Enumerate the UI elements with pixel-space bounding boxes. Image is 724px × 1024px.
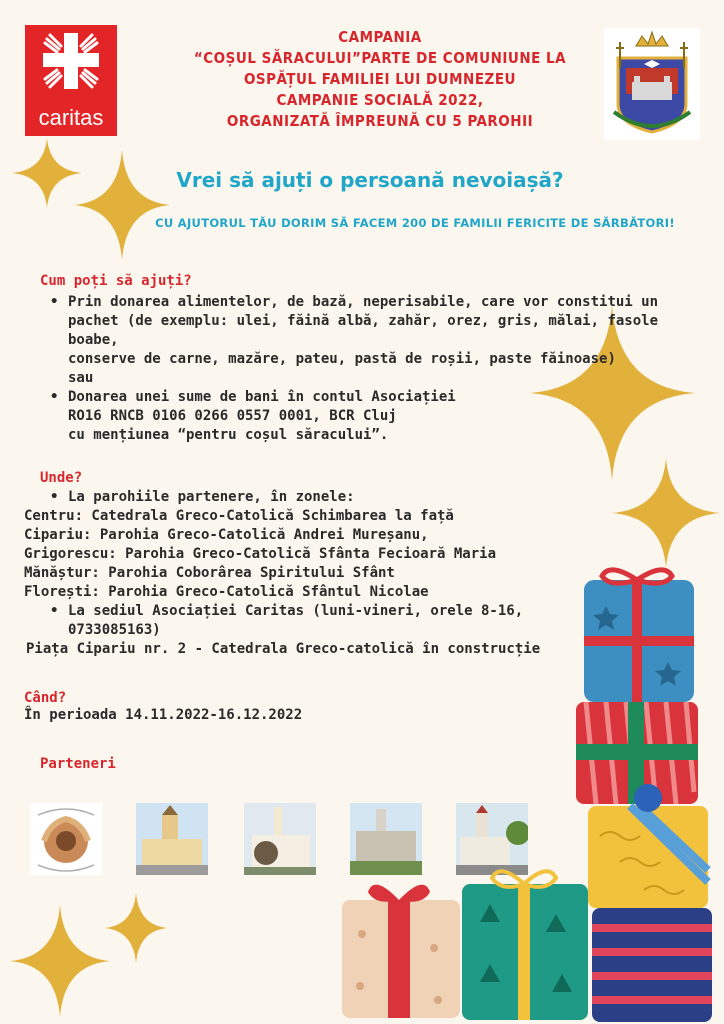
caritas-logo — [25, 25, 117, 136]
gift-boxes-illustration — [330, 562, 724, 1024]
navy-striped-gift-icon — [592, 908, 712, 1022]
sparkle-star-icon — [105, 893, 167, 963]
partner-logo-hands-image — [30, 803, 102, 875]
how-bullet2-line: cu mențiunea “pentru coșul săracului”. — [68, 427, 389, 443]
headline-line: “COȘUL SĂRACULUI”PARTE DE COMUNIUNE LA — [193, 49, 567, 67]
how-bullet-donate-money — [40, 388, 700, 445]
bank-account: RO16 RNCB 0106 0266 0557 0001, BCR Cluj — [68, 408, 397, 424]
parish-line: Florești: Parohia Greco-Catolică Sfântul Nicolae — [24, 584, 429, 600]
how-bullet1-line: • Prin donarea alimentelor, de bază, neperisabile, care vor constitui un — [68, 294, 659, 310]
partner-church-photo — [136, 803, 208, 875]
call-to-action-question: Vrei să ajuți o persoană nevoiașă? — [176, 168, 564, 192]
headline-line: CAMPANIA — [338, 28, 422, 46]
how-to-help-section — [40, 273, 700, 445]
when-heading: Când? — [24, 690, 67, 706]
partners-heading: Parteneri — [40, 756, 116, 772]
headline-line: CAMPANIE SOCIALĂ 2022, — [276, 91, 484, 109]
green-tree-gift-icon — [462, 871, 588, 1020]
where-heading: Unde? — [40, 470, 83, 486]
sparkle-star-icon — [10, 905, 110, 1017]
parish-line: Grigorescu: Parohia Greco-Catolică Sfânta Fecioară Maria — [24, 546, 497, 562]
sparkle-star-icon — [12, 138, 82, 208]
caritas-logo-text: caritas — [38, 105, 104, 130]
sparkle-star-icon — [612, 458, 720, 568]
headline-line: OSPĂȚUL FAMILIEI LUI DUMNEZEU — [243, 70, 517, 88]
campaign-period: În perioada 14.11.2022-16.12.2022 — [24, 707, 303, 723]
office-address: Piața Cipariu nr. 2 - Catedrala Greco-catolică în construcție — [26, 641, 541, 657]
blue-star-gift-icon — [584, 570, 694, 702]
red-striped-gift-icon — [576, 702, 698, 804]
where-bullet-parishes: • La parohiile partenere, în zonele: — [40, 488, 600, 507]
parish-line: Centru: Catedrala Greco-Catolică Schimbarea la față — [24, 508, 454, 524]
how-bullet1-line: sau — [68, 370, 94, 386]
parish-line: Cipariu: Parohia Greco-Catolică Andrei Mureșanu, — [24, 527, 429, 543]
how-heading: Cum poți să ajuți? — [40, 273, 192, 289]
beige-dotted-gift-icon — [342, 885, 460, 1018]
headline-line: ORGANIZATĂ ÎMPREUNĂ CU 5 PAROHII — [226, 112, 534, 130]
campaign-headline — [170, 27, 590, 132]
where-bullet-caritas-office: • La sediul Asociației Caritas (luni-vineri, orele 8-16, 0733085163) — [40, 602, 600, 640]
how-bullet1-line: conserve de carne, mazăre, pateu, pastă de roșii, paste făinoase) — [68, 351, 616, 367]
partner-church-photo — [244, 803, 316, 875]
parish-line: Mănăștur: Parohia Coborârea Spiritului Sfânt — [24, 565, 395, 581]
caritas-cross-icon — [41, 31, 101, 91]
eparchy-crest-icon — [604, 28, 700, 140]
how-bullet2-line: • Donarea unei sume de bani în contul Asociației — [68, 389, 456, 405]
campaign-goal-subtitle: CU AJUTORUL TĂU DORIM SĂ FACEM 200 DE FAMILII FERICITE DE SĂRBĂTORI! — [155, 216, 675, 230]
how-bullet1-line: pachet (de exemplu: ulei, făină albă, zahăr, orez, gris, mălai, fasole boabe, — [68, 313, 659, 348]
how-bullet-donate-food — [40, 293, 700, 388]
sparkle-star-icon — [74, 150, 170, 260]
